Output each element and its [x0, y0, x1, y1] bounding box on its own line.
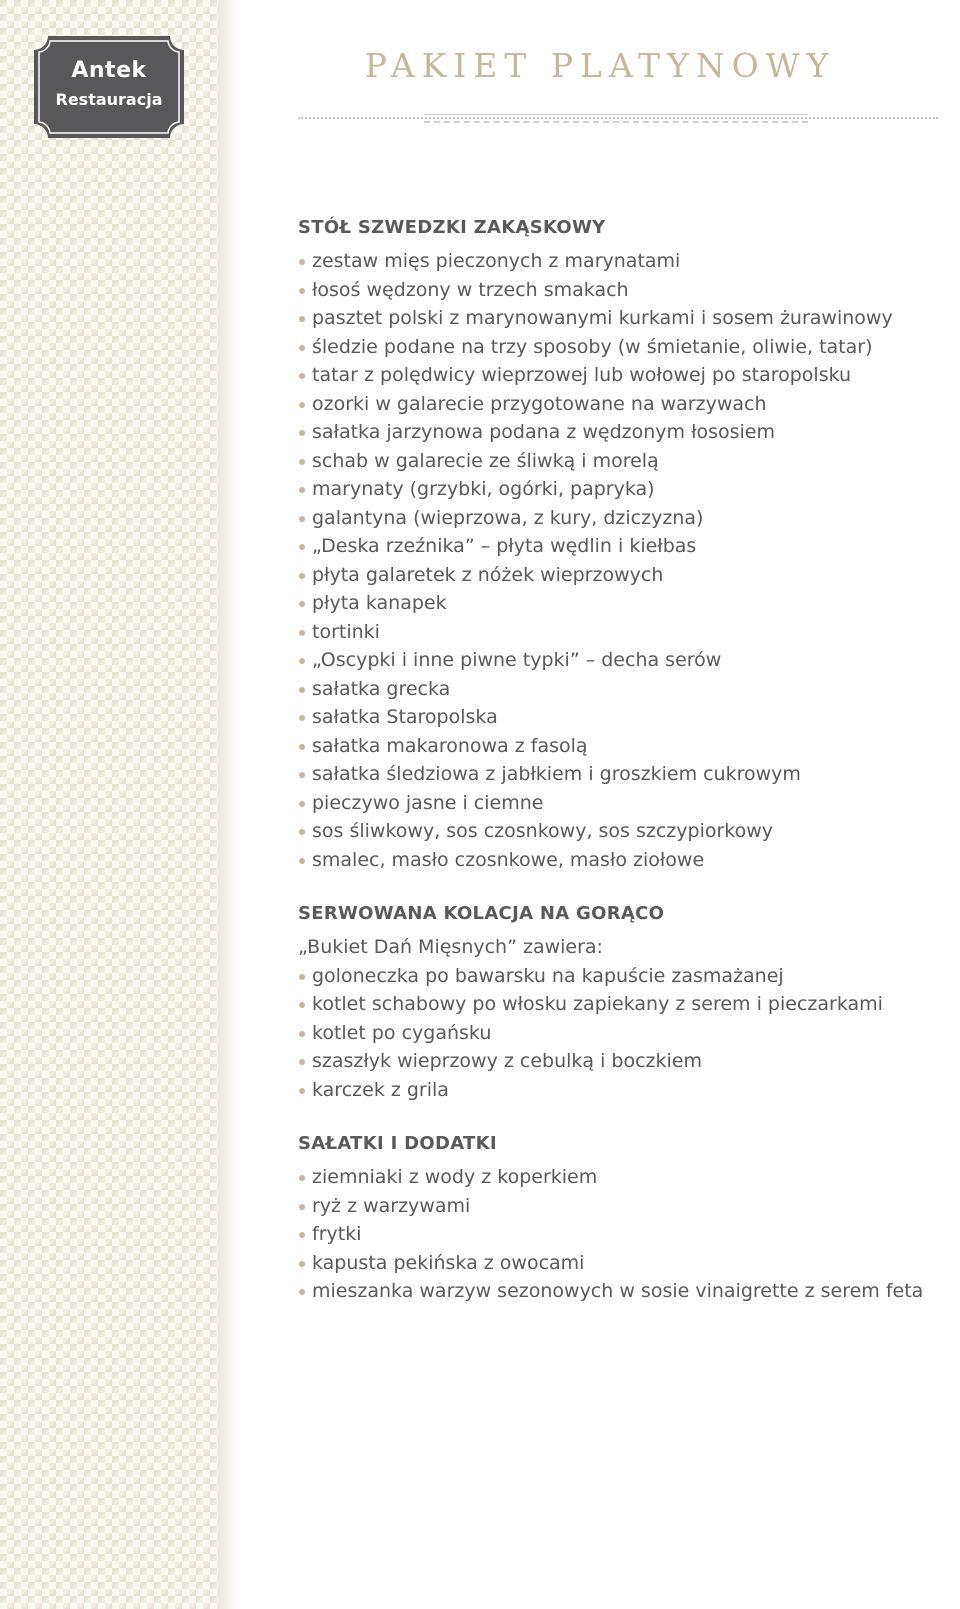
menu-item: smalec, masło czosnkowe, masło ziołowe: [298, 846, 948, 875]
menu-item: ozorki w galarecie przygotowane na warzywach: [298, 390, 948, 419]
menu-item: marynaty (grzybki, ogórki, papryka): [298, 475, 948, 504]
menu-item: sałatka Staropolska: [298, 703, 948, 732]
menu-item: tatar z polędwicy wieprzowej lub wołowej po staropolsku: [298, 361, 948, 390]
menu-item: kotlet po cygańsku: [298, 1019, 948, 1048]
logo-badge-shape: [34, 36, 184, 138]
menu-item: kapusta pekińska z owocami: [298, 1249, 948, 1278]
section-hot-dinner: [298, 899, 948, 1104]
menu-item: łosoś wędzony w trzech smakach: [298, 276, 948, 305]
menu-item: tortinki: [298, 618, 948, 647]
menu-item: sałatka grecka: [298, 675, 948, 704]
menu-item: mieszanka warzyw sezonowych w sosie vinaigrette z serem feta: [298, 1277, 948, 1306]
title-rule-line: [424, 114, 808, 115]
menu-item: galantyna (wieprzowa, z kury, dziczyzna): [298, 504, 948, 533]
menu-list: [298, 1163, 948, 1306]
menu-item: zestaw mięs pieczonych z marynatami: [298, 247, 948, 276]
menu-item: sałatka śledziowa z jabłkiem i groszkiem cukrowym: [298, 760, 948, 789]
menu-item: śledzie podane na trzy sposoby (w śmietanie, oliwie, tatar): [298, 333, 948, 362]
menu-item: płyta kanapek: [298, 589, 948, 618]
menu-item: „Oscypki i inne piwne typki” – decha serów: [298, 646, 948, 675]
section-title: STÓŁ SZWEDZKI ZAKĄSKOWY: [298, 217, 606, 238]
menu-item: goloneczka po bawarsku na kapuście zasmażanej: [298, 962, 948, 991]
menu-item: płyta galaretek z nóżek wieprzowych: [298, 561, 948, 590]
menu-item: sos śliwkowy, sos czosnkowy, sos szczypiorkowy: [298, 817, 948, 846]
menu-list: [298, 962, 948, 1105]
menu-item: ryż z warzywami: [298, 1192, 948, 1221]
section-salads-sides: [298, 1129, 948, 1306]
logo-name: Antek: [71, 58, 147, 83]
menu-item: sałatka makaronowa z fasolą: [298, 732, 948, 761]
menu-item: sałatka jarzynowa podana z wędzonym łososiem: [298, 418, 948, 447]
menu-item: schab w galarecie ze śliwką i morelą: [298, 447, 948, 476]
menu-list: [298, 247, 948, 874]
menu-item: szaszłyk wieprzowy z cebulką i boczkiem: [298, 1047, 948, 1076]
section-title: SERWOWANA KOLACJA NA GORĄCO: [298, 903, 665, 924]
section-swedish-table: [298, 213, 948, 874]
restaurant-logo: [34, 36, 184, 138]
menu-item: karczek z grila: [298, 1076, 948, 1105]
menu-item: pieczywo jasne i ciemne: [298, 789, 948, 818]
sidebar-pattern: [0, 0, 218, 1609]
menu-item: frytki: [298, 1220, 948, 1249]
section-title: SAŁATKI I DODATKI: [298, 1133, 497, 1154]
menu-item: kotlet schabowy po włosku zapiekany z serem i pieczarkami: [298, 990, 948, 1019]
title-dashed-rule: [424, 121, 808, 123]
menu-item: „Deska rzeźnika” – płyta wędlin i kiełbas: [298, 532, 948, 561]
title-dotted-rule: [298, 117, 938, 119]
sidebar-edge: [218, 0, 240, 1609]
menu-content: [298, 213, 948, 1331]
menu-item: pasztet polski z marynowanymi kurkami i sosem żurawinowy: [298, 304, 948, 333]
section-intro: „Bukiet Dań Mięsnych” zawiera:: [298, 936, 603, 958]
logo-subtitle: Restauracja: [55, 90, 163, 109]
page-title: PAKIET PLATYNOWY: [364, 46, 836, 85]
menu-item: ziemniaki z wody z koperkiem: [298, 1163, 948, 1192]
